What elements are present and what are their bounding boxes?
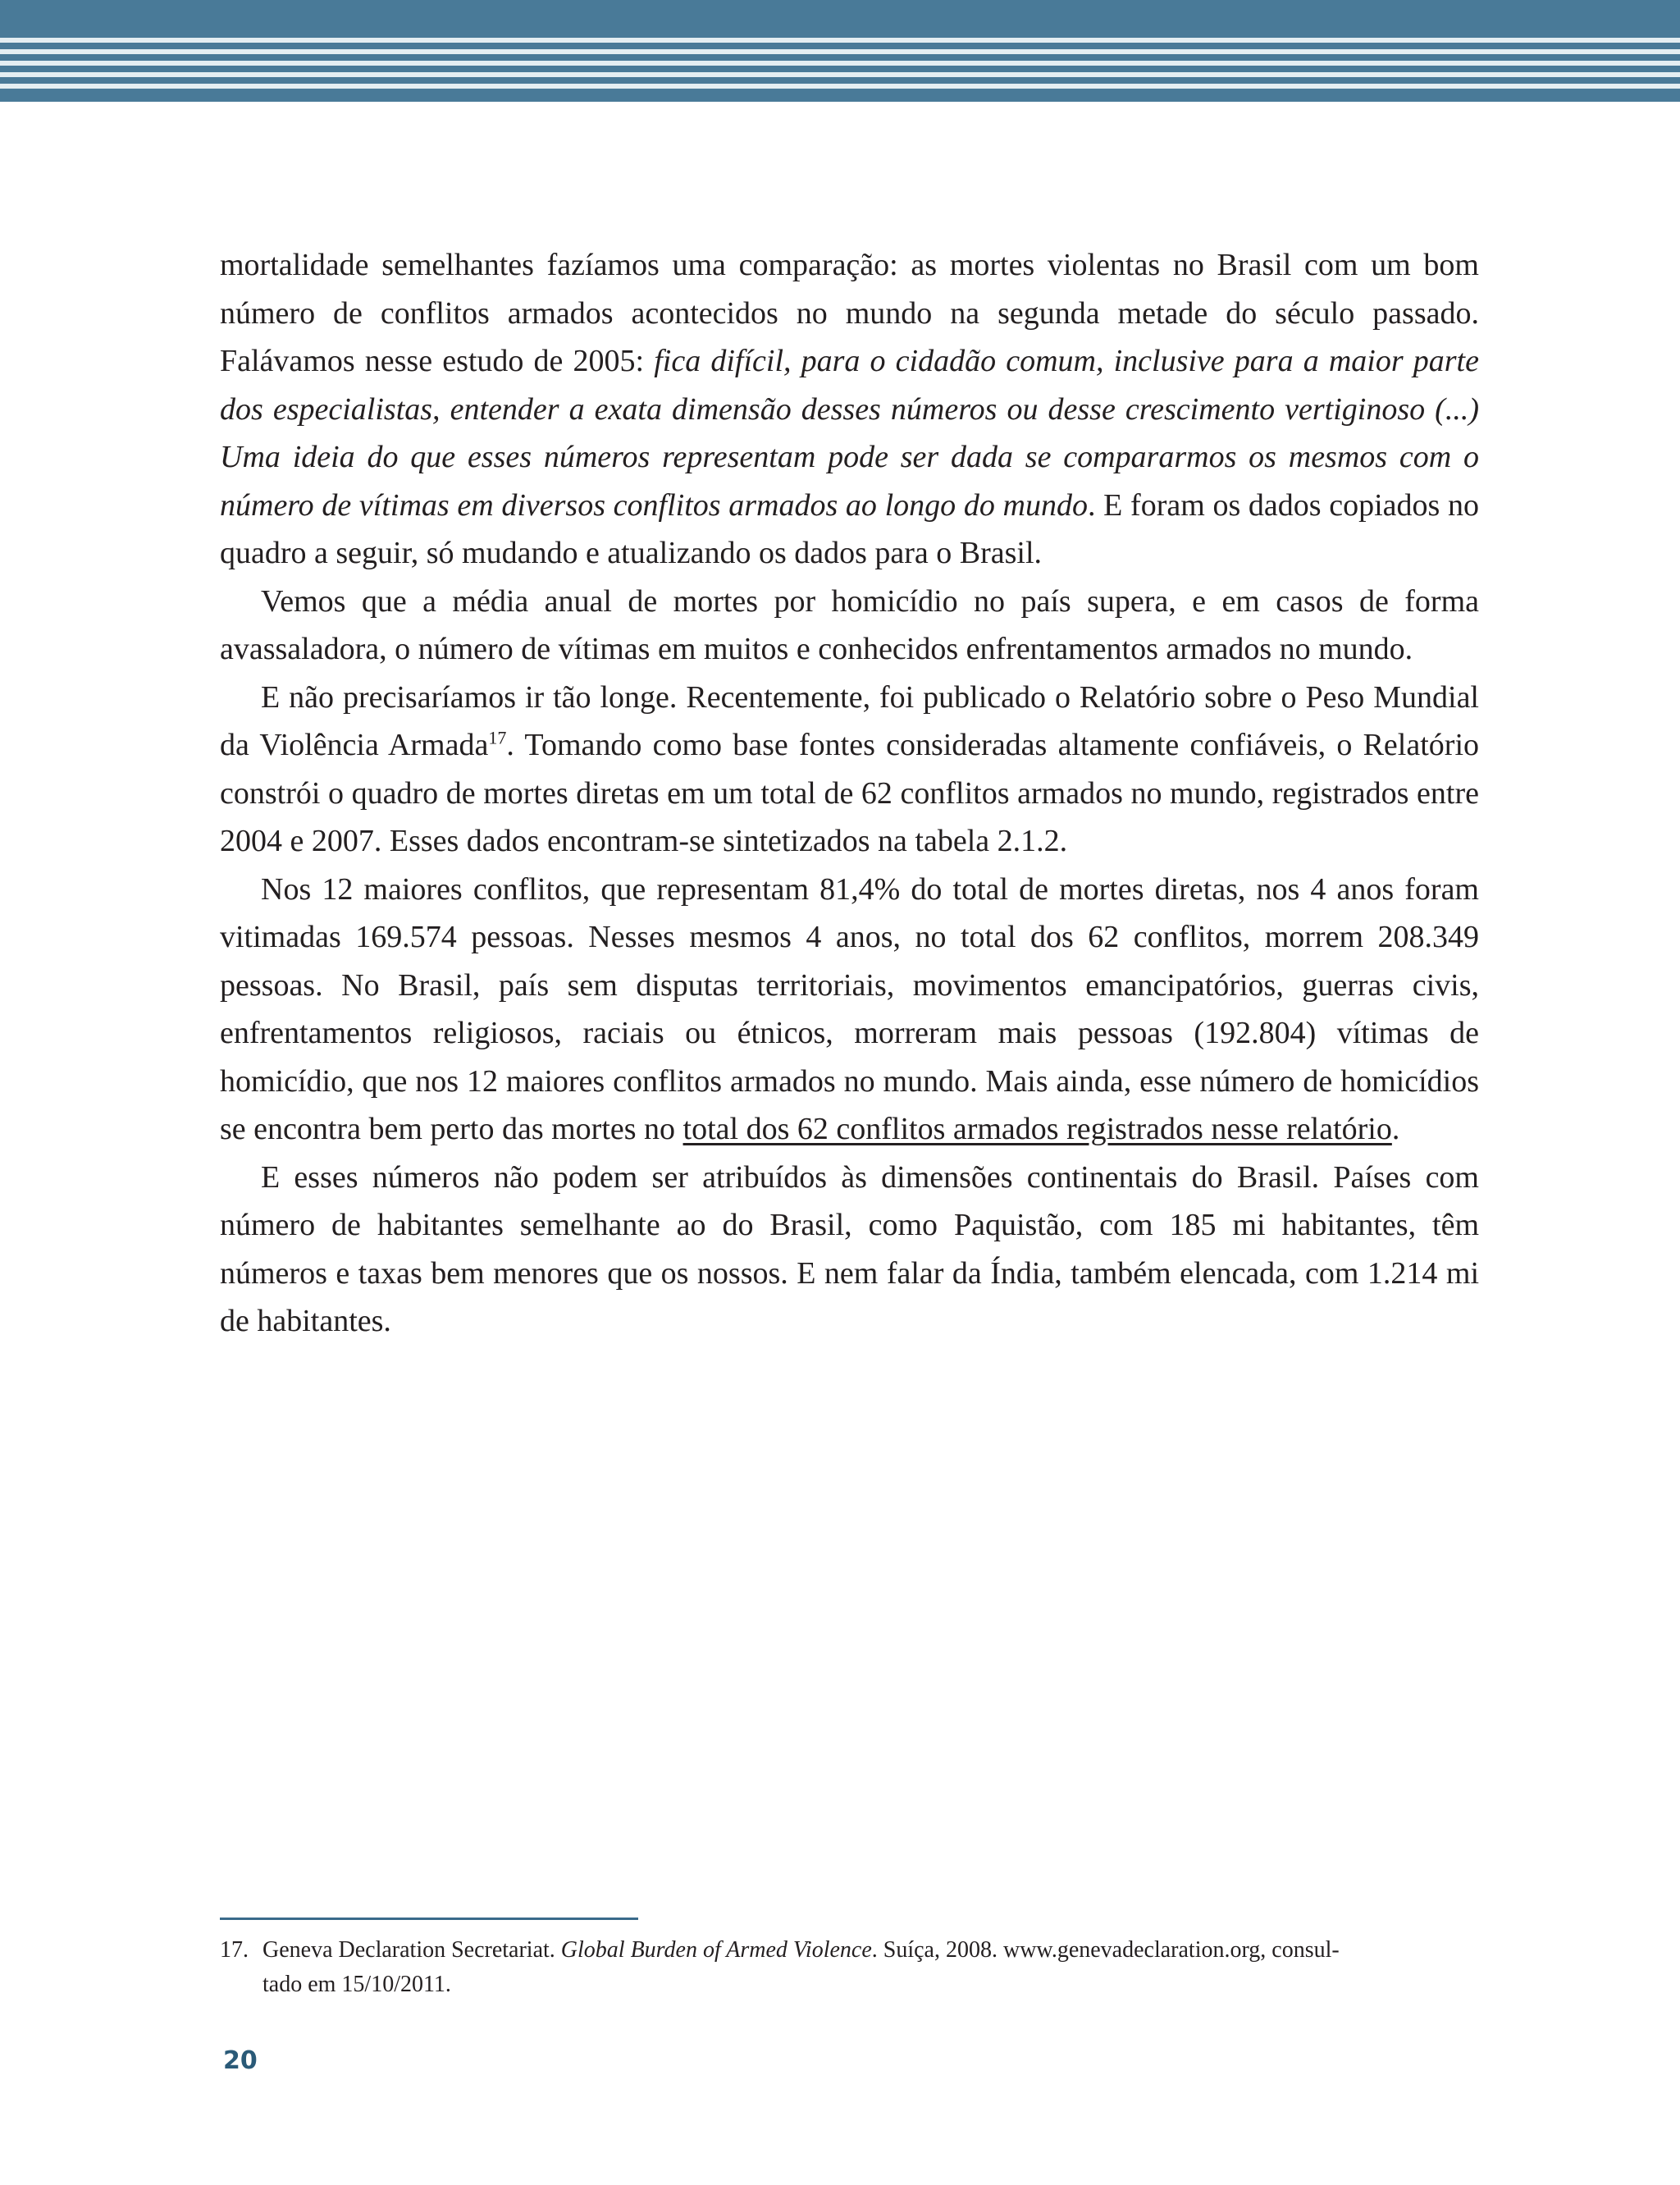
header-stripe xyxy=(0,72,1680,77)
header-band xyxy=(0,0,1680,102)
header-stripe xyxy=(0,38,1680,43)
paragraph-1: mortalidade semelhantes fazíamos uma comparação: as mortes violentas no Brasil com um bom número de conflitos armados acontecidos no mundo na segunda metade do século passado. Falávamos nesse estudo de 2005: fica difícil, para o cidadão comum, inclusive para a maior parte dos especialistas, entender a exata dimensão desses números ou desse crescimento vertiginoso (...) Uma ideia do que esses números representam pode ser dada se compararmos os mesmos com o número de vítimas em diversos conflitos armados ao longo do mundo. E foram os dados copiados no quadro a seguir, só mudando e atualizando os dados para o Brasil. xyxy=(220,248,1479,570)
header-stripe xyxy=(0,84,1680,89)
body-text xyxy=(220,241,1479,1346)
quote: fica difícil, para o cidadão comum, inclusive para a maior parte dos especialistas, entender a exata dimensão desses números ou desse crescimento vertiginoso (...) Uma ideia do que esses números representam pode ser dada se compararmos os mesmos com o número de vítimas em diversos conflitos armados ao longo do mundo xyxy=(220,344,1479,523)
footnote-reference[interactable]: 17 xyxy=(488,727,507,748)
footnote-title: Global Burden of Armed Violence xyxy=(560,1937,872,1963)
paragraph-3: E não precisaríamos ir tão longe. Recentemente, foi publicado o Relatório sobre o Peso Mundial da Violência Armada$^{17}$. Tomando como base fontes consideradas altamente confiáveis, o Relatório constrói o quadro de mortes diretas em um total de 62 conflitos armados no mundo, registrados entre 2004 e 2007. Esses dados encontram-se sintetizados na tabela 2.1.2. xyxy=(220,679,1479,858)
footnote-line-2: tado em 15/10/2011. xyxy=(262,1972,451,1997)
header-stripe xyxy=(0,61,1680,66)
footnote-number: 17. xyxy=(220,1937,249,1963)
paragraph-4: Nos 12 maiores conflitos, que representam 81,4% do total de mortes diretas, nos 4 anos foram vitimadas 169.574 pessoas. Nesses mesmos 4 anos, no total dos 62 conflitos, morrem 208.349 pessoas. No Brasil, país sem disputas territoriais, movimentos emancipatórios, guerras civis, enfrentamentos religiosos, raciais ou étnicos, morreram mais pessoas (192.804) vítimas de homicídio, que nos 12 maiores conflitos armados no mundo. Mais ainda, esse número de homicídios se encontra bem perto das mortes no total dos 62 conflitos armados registrados nesse relatório. xyxy=(220,871,1479,1146)
paragraph-2: Vemos que a média anual de mortes por homicídio no país supera, e em casos de forma avassaladora, o número de vítimas em muitos e conhecidos enfrentamentos armados no mundo. xyxy=(220,583,1479,666)
header-stripe xyxy=(0,49,1680,54)
footnote-line-1: 17. Geneva Declaration Secretariat. Global Burden of Armed Violence. Suíça, 2008. www.genevadeclaration.org, consul- xyxy=(220,1933,1479,1968)
page-number: 20 xyxy=(223,2046,258,2075)
footnote-rule xyxy=(220,1918,638,1920)
footnote xyxy=(220,1933,1479,2002)
underlined-phrase: total dos 62 conflitos armados registrados nesse relatório xyxy=(682,1112,1392,1146)
paragraph-5: E esses números não podem ser atribuídos às dimensões continentais do Brasil. Países com número de habitantes semelhante ao do Brasil, como Paquistão, com 185 mi habitantes, têm números e taxas bem menores que os nossos. E nem falar da Índia, também elencada, com 1.214 mi de habitantes. xyxy=(220,1159,1479,1338)
